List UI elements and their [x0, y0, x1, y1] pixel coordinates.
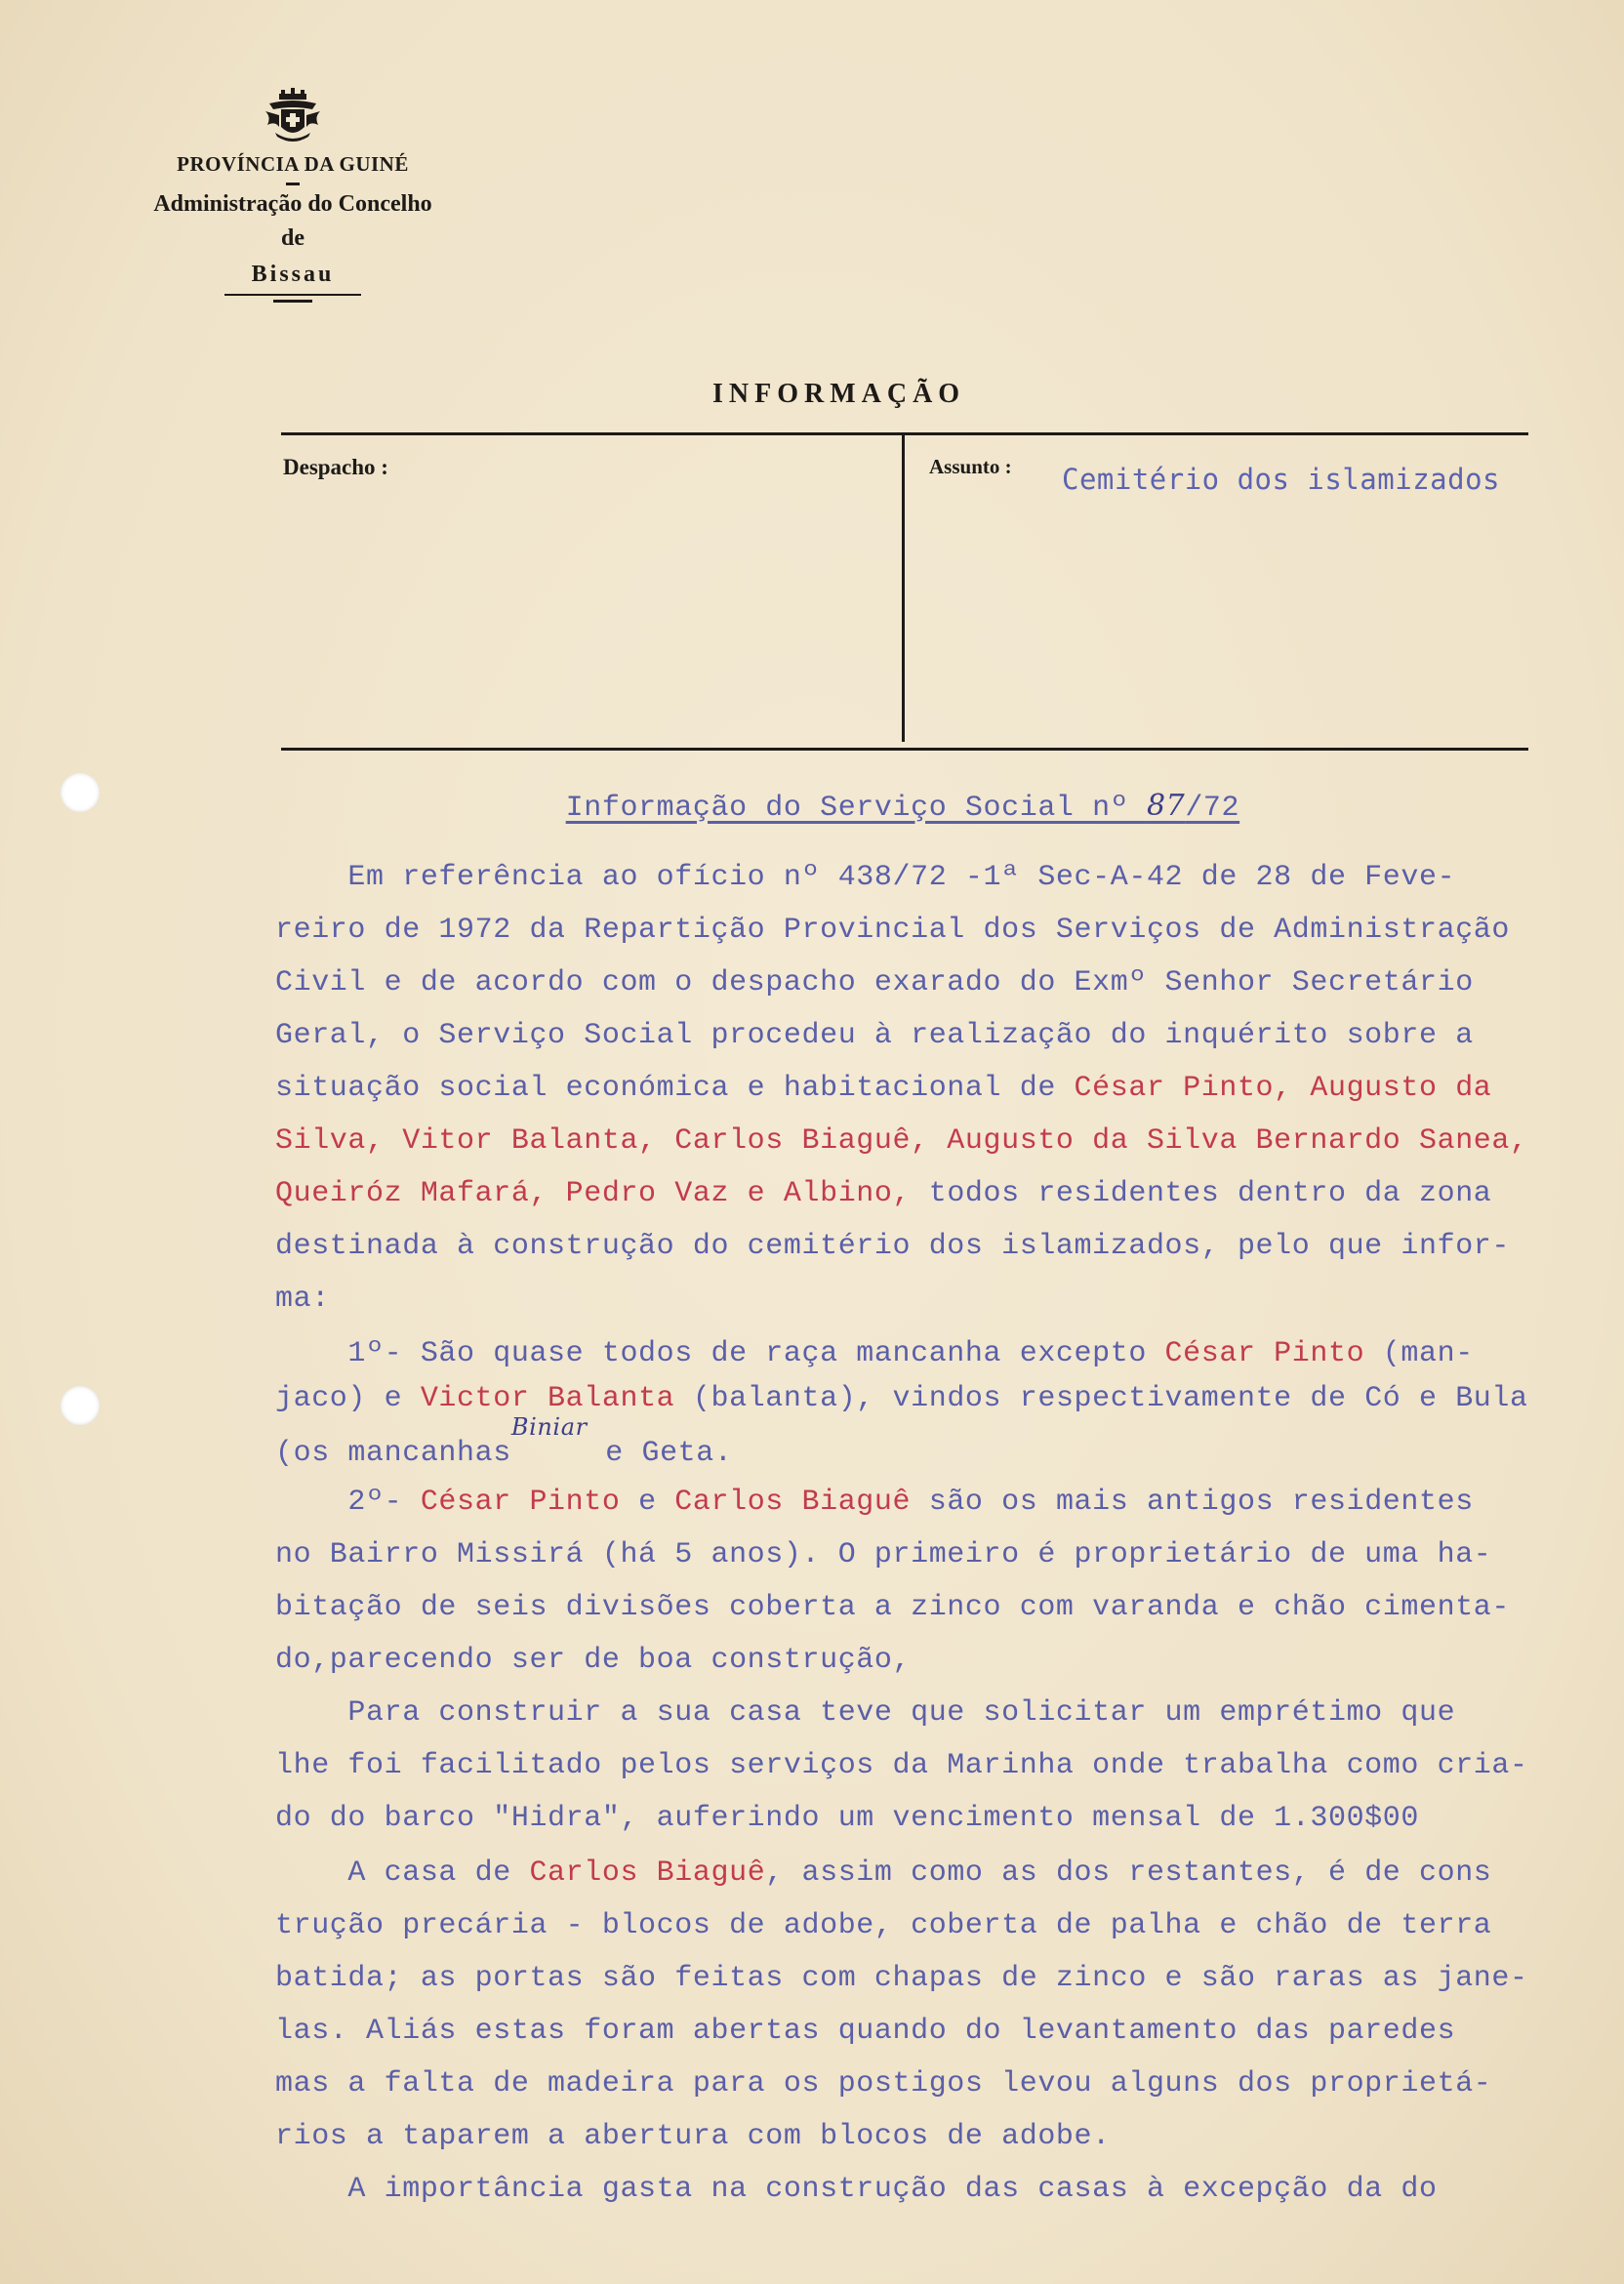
body-line — [275, 1337, 1563, 1370]
letterhead-rule — [224, 294, 361, 296]
names-highlight: César Pinto — [420, 1486, 621, 1519]
assunto-value: Cemitério dos islamizados — [1062, 463, 1500, 496]
line-text: todos residentes dentro da zona — [911, 1177, 1492, 1210]
line-text: (man- — [1364, 1337, 1474, 1370]
body-line: do do barco "Hidra", auferindo um vencimento mensal de 1.300$00 — [275, 1802, 1419, 1835]
despacho-label: Despacho : — [283, 455, 388, 479]
report-heading — [275, 789, 1563, 825]
line-text: situação social económica e habitacional de — [275, 1072, 1075, 1105]
names-highlight: Silva, Vitor Balanta, Carlos Biaguê, Augusto da Silva Bernardo Sanea, — [275, 1124, 1528, 1158]
body-line: Em referência ao ofício nº 438/72 -1ª Sec-A-42 de 28 de Feve- — [275, 861, 1456, 894]
body-line: ma: — [275, 1283, 330, 1316]
body-line: no Bairro Missirá (há 5 anos). O primeiro é proprietário de uma ha- — [275, 1538, 1492, 1571]
body-line: Geral, o Serviço Social procedeu à realização do inquérito sobre a — [275, 1019, 1474, 1052]
form-title: INFORMAÇÃO — [712, 379, 966, 409]
form-box-top-rule — [281, 432, 1528, 435]
line-text: A casa de — [275, 1856, 530, 1890]
names-highlight: César Pinto, Augusto da — [1074, 1072, 1492, 1105]
line-text: são os mais antigos residentes — [911, 1486, 1474, 1519]
city-name: Bissau — [251, 262, 335, 287]
letterhead-de: de — [281, 225, 304, 251]
body-line — [275, 1382, 1563, 1415]
line-text: (balanta), vindos respectivamente de Có e Bula — [674, 1382, 1528, 1415]
body-line: lhe foi facilitado pelos serviços da Marinha onde trabalha como cria- — [275, 1749, 1528, 1782]
body-line: Civil e de acordo com o despacho exarado do Exmº Senhor Secretário — [275, 966, 1474, 999]
body-line — [275, 1486, 1563, 1519]
names-highlight: Victor Balanta — [420, 1382, 675, 1415]
line-text: , assim como as dos restantes, é de cons — [765, 1856, 1492, 1890]
body-line: trução precária - blocos de adobe, coberta de palha e chão de terra — [275, 1909, 1492, 1942]
administration-name: Administração do Concelho — [153, 191, 432, 217]
punch-hole-top — [61, 773, 100, 812]
letterhead-rule-short — [273, 300, 312, 303]
coat-of-arms-icon — [262, 88, 324, 146]
heading-suffix: /72 — [1185, 792, 1240, 825]
handwritten-annotation: Biniar — [510, 1413, 588, 1441]
body-line: bitação de seis divisões coberta a zinco com varanda e chão cimenta- — [275, 1591, 1510, 1624]
body-line: Para construir a sua casa teve que solicitar um emprétimo que — [275, 1696, 1456, 1730]
body-line: las. Aliás estas foram abertas quando do levantamento das paredes — [275, 2015, 1456, 2048]
punch-hole-bottom — [61, 1386, 100, 1425]
letterhead-dash — [286, 183, 300, 185]
line-text: 2º- — [275, 1486, 421, 1519]
names-highlight: César Pinto — [1164, 1337, 1365, 1370]
body-line: do,parecendo ser de boa construção, — [275, 1644, 912, 1677]
body-line: rios a taparem a abertura com blocos de adobe. — [275, 2120, 1111, 2153]
body-line — [275, 1413, 1563, 1470]
names-highlight: Carlos Biaguê — [529, 1856, 766, 1890]
form-box-bottom-rule — [281, 748, 1528, 751]
province-name: PROVÍNCIA DA GUINÉ — [177, 152, 409, 176]
names-highlight: Carlos Biaguê — [674, 1486, 912, 1519]
body-line — [275, 1856, 1563, 1890]
letterhead — [88, 88, 498, 303]
body-line: mas a falta de madeira para os postigos levou alguns dos proprietá- — [275, 2067, 1492, 2100]
line-text: e — [620, 1486, 675, 1519]
heading-prefix: Informação do Serviço Social nº — [565, 792, 1147, 825]
body-line — [275, 1072, 1563, 1105]
line-text: (os mancanhas — [275, 1437, 511, 1470]
body-line — [275, 1177, 1563, 1210]
line-text: jaco) e — [275, 1382, 421, 1415]
body-line: batida; as portas são feitas com chapas de zinco e são raras as jane- — [275, 1962, 1528, 1995]
names-highlight: Queiróz Mafará, Pedro Vaz e Albino, — [275, 1177, 912, 1210]
assunto-label: Assunto : — [929, 455, 1012, 478]
line-text: e Geta. — [587, 1437, 733, 1470]
form-box-divider — [902, 435, 905, 742]
body-line: destinada à construção do cemitério dos islamizados, pelo que infor- — [275, 1230, 1510, 1263]
body-line: reiro de 1972 da Repartição Provincial dos Serviços de Administração — [275, 914, 1510, 947]
heading-number: 87 — [1146, 789, 1186, 823]
line-text: 1º- São quase todos de raça mancanha excepto — [275, 1337, 1165, 1370]
body-line: A importância gasta na construção das casas à excepção da do — [275, 2173, 1438, 2206]
